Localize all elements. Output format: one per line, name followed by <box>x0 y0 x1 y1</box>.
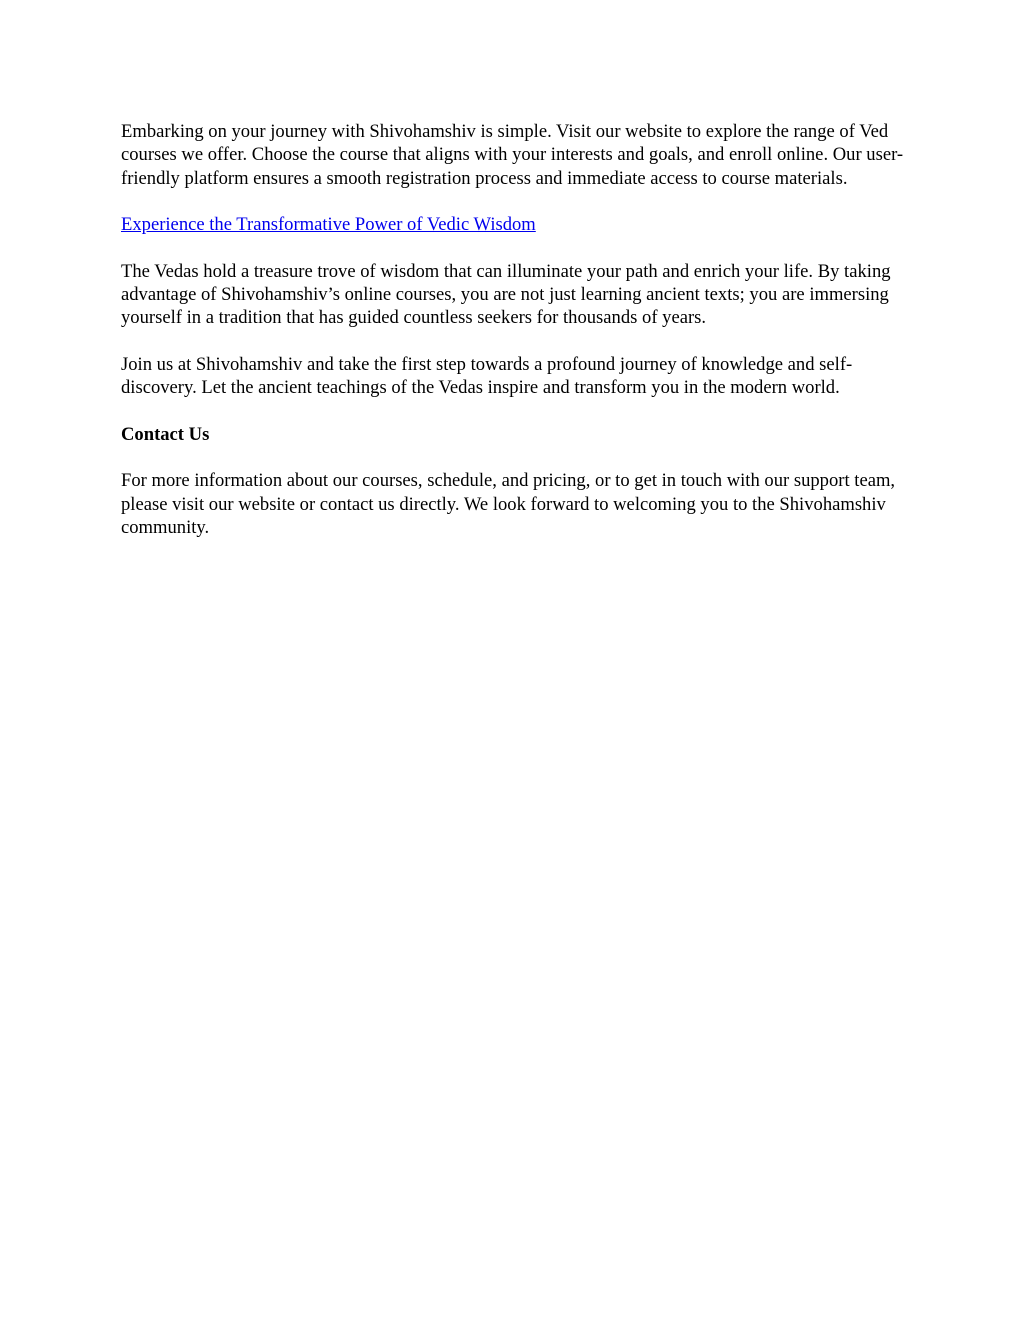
document-page <box>121 120 911 563</box>
join-paragraph: Join us at Shivohamshiv and take the first step towards a profound journey of knowledge and self-discovery. Let the ancient teachings of the Vedas inspire and transform you in the modern world. <box>121 353 853 399</box>
vedic-wisdom-link[interactable]: Experience the Transformative Power of Vedic Wisdom <box>121 214 536 236</box>
intro-paragraph: Embarking on your journey with Shivohamshiv is simple. Visit our website to explore the range of Ved courses we offer. Choose the course that aligns with your interests and goals, and enroll online. Our user-friendly platform ensures a smooth registration process and immediate access to course materials. <box>121 121 904 189</box>
vedic-wisdom-link-line <box>121 213 911 236</box>
vedas-paragraph: The Vedas hold a treasure trove of wisdom that can illuminate your path and enrich your life. By taking advantage of Shivohamshiv’s online courses, you are not just learning ancient texts; you are immersing yourself in a tradition that has guided countless seekers for thousands of years. <box>121 260 891 329</box>
contact-paragraph: For more information about our courses, schedule, and pricing, or to get in touch with our support team, please visit our website or contact us directly. We look forward to welcoming you to the Shivohamshiv community. <box>121 470 896 539</box>
contact-heading: Contact Us <box>121 423 210 445</box>
